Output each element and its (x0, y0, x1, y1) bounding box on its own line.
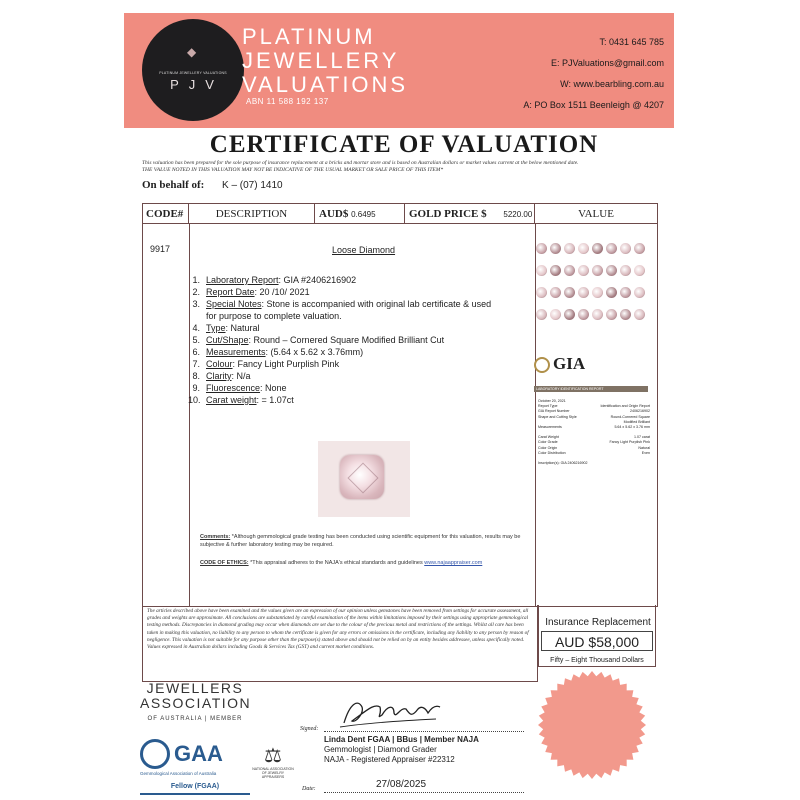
gem-swatch (606, 243, 617, 254)
behalf-label: On behalf of: (142, 179, 205, 191)
logo-initials: PJV (170, 77, 224, 92)
brand-line: PLATINUM (242, 24, 376, 49)
detail-item: 2. Report Date: 20 /10/ 2021 (192, 287, 310, 297)
aud-header: AUD$ 0.6495 (315, 204, 405, 224)
detail-item: 9. Fluorescence: None (192, 383, 287, 393)
postal-address: A: PO Box 1511 Beenleigh @ 4207 (523, 100, 664, 110)
gem-swatch (536, 287, 547, 298)
diamond-photo (318, 441, 410, 517)
gem-swatch (550, 265, 561, 276)
brand-line: JEWELLERY (242, 48, 400, 73)
code-header: CODE# (143, 204, 189, 224)
gia-report-bar: LABORATORY IDENTIFICATION REPORT (534, 386, 648, 392)
gem-swatch (634, 265, 645, 276)
gem-swatch (578, 265, 589, 276)
gem-swatch (634, 309, 645, 320)
gem-swatch (634, 243, 645, 254)
gia-report-row: GIA Report Number 2406216902 (538, 409, 650, 414)
detail-item: 8. Clarity: N/a (192, 371, 251, 381)
gia-report-row: Color Distribution Even (538, 450, 650, 455)
gem-swatch (564, 287, 575, 298)
signer-registration: NAJA - Registered Appraiser #22312 (324, 755, 455, 764)
gem-swatch (536, 265, 547, 276)
gem-swatch (536, 309, 547, 320)
detail-item: 1. Laboratory Report: GIA #2406216902 (192, 275, 357, 285)
signer-title: Gemmologist | Diamond Grader (324, 745, 437, 754)
signature-line (324, 731, 524, 732)
ja-member-label: OF AUSTRALIA | MEMBER (147, 716, 243, 722)
gia-report-row: October 20, 2021 (538, 399, 566, 403)
logo-tagline: PLATINUM JEWELLERY VALUATIONS (159, 71, 227, 75)
disclaimer-line: THE VALUE NOTED IN THIS VALUATION MAY NOT BE INDICATIVE OF THE USUAL MARKET OR SALE PRICE OF THIS ITEM* (142, 167, 444, 173)
valuation-disclaimer (142, 160, 662, 174)
signed-label: Signed: (300, 726, 319, 732)
gem-swatch (634, 287, 645, 298)
detail-item: 4. Type: Natural (192, 323, 260, 333)
detail-item: 6. Measurements: (5.64 x 5.62 x 3.76mm) (192, 347, 364, 357)
gem-swatch (606, 287, 617, 298)
behalf-value: K – (07) 1410 (222, 180, 283, 191)
certificate-page (124, 13, 676, 800)
gold-price-value: 5220.00 (503, 210, 533, 219)
item-title: Loose Diamond (332, 245, 396, 255)
abn-number: ABN 11 588 192 137 (246, 97, 329, 106)
gem-swatch (592, 309, 603, 320)
contact-details (523, 35, 664, 119)
jewellers-association-logo (140, 681, 250, 711)
brand-name (242, 25, 408, 97)
signer-name: Linda Dent FGAA | BBus | Member NAJA (324, 735, 479, 744)
gem-swatch (564, 309, 575, 320)
gia-report-summary (538, 399, 650, 466)
ethics-note: CODE OF ETHICS: *This appraisal adheres to the NAJA's ethical standards and guidelines www.najaappraiser.com (200, 560, 483, 566)
gia-report-row: Inscription(s): GIA 2406216902 (538, 461, 588, 466)
gem-swatch (564, 265, 575, 276)
item-details-list (188, 274, 518, 406)
fellow-label: Fellow (FGAA) (170, 783, 220, 790)
disclaimer-line: This valuation has been prepared for the sole purpose of insurance replacement at a bricks and mortar store and is based on Australian dollars or market values current at the below mentioned date. (142, 160, 579, 166)
signer-details (324, 735, 479, 765)
certificate-title: CERTIFICATE OF VALUATION (209, 131, 599, 158)
scales-icon: ⚖ (264, 745, 282, 767)
gem-swatch (606, 309, 617, 320)
gaa-full-name: Gemmological Association of Australia (140, 771, 217, 776)
gem-swatch (550, 309, 561, 320)
gem-swatch (620, 243, 631, 254)
gem-swatch (592, 243, 603, 254)
gem-swatch (550, 243, 561, 254)
gold-price-header: GOLD PRICE $ 5220.00 (405, 204, 535, 224)
gem-swatch-grid (534, 239, 650, 331)
ja-line: ASSOCIATION (140, 695, 252, 711)
email-address[interactable]: E: PJValuations@gmail.com (550, 58, 664, 68)
company-seal-icon (536, 669, 648, 781)
insurance-amount: AUD $58,000 (541, 631, 653, 651)
gem-swatch (536, 243, 547, 254)
website-link[interactable]: W: www.bearbling.com.au (560, 79, 664, 89)
gem-swatch (592, 287, 603, 298)
comments-note: Comments: *Although gemmological grade testing has been conducted using scientific equipment for this valuation, results may be subjective & further laboratory testing may be required. (200, 534, 521, 548)
value-header: VALUE (535, 204, 657, 224)
gia-report-row: Color Grade Fancy Light Purplish Pink (538, 440, 650, 445)
ja-line: JEWELLERS (146, 680, 244, 696)
description-header: DESCRIPTION (189, 204, 315, 224)
detail-item: 5. Cut/Shape: Round – Cornered Square Modified Brilliant Cut (192, 335, 445, 345)
detail-item: 7. Colour: Fancy Light Purplish Pink (192, 359, 340, 369)
gaa-text: GAA (174, 741, 223, 766)
gaa-emblem-icon (140, 739, 170, 769)
date-line (324, 792, 524, 793)
gem-swatch (578, 309, 589, 320)
detail-item: for purpose to complete valuation. (206, 311, 342, 321)
gia-report-row: Modified Brilliant (623, 419, 650, 424)
gem-swatch (606, 265, 617, 276)
gia-logo: GIA (534, 354, 585, 374)
header-banner (124, 13, 674, 128)
gem-swatch (620, 287, 631, 298)
aud-value: 0.6495 (351, 210, 376, 219)
detail-item: 3. Special Notes: Stone is accompanied with original lab certificate & used (192, 299, 492, 309)
gia-report-row: Report Type Identification and Origin Report (538, 404, 650, 409)
insurance-title: Insurance Replacement (545, 617, 651, 628)
gem-swatch (620, 265, 631, 276)
divider (140, 793, 250, 795)
signature-date: 27/08/2025 (376, 779, 427, 790)
pjv-logo (142, 19, 244, 121)
gem-swatch (578, 243, 589, 254)
phone-number[interactable]: T: 0431 645 785 (599, 37, 664, 47)
detail-item: 10. Carat weight: = 1.07ct (188, 395, 294, 405)
gem-swatch (564, 243, 575, 254)
najaa-name: NATIONAL ASSOCIATION OF JEWELRY APPRAISERS (252, 767, 294, 779)
gia-report-row: Carat Weight 1.07 carat (538, 435, 650, 440)
gia-seal-icon (534, 357, 550, 373)
insurance-amount-words: Fifty – Eight Thousand Dollars (550, 657, 644, 664)
gem-swatch (578, 287, 589, 298)
najaa-logo (252, 745, 294, 779)
naja-link[interactable]: www.najaappraiser.com (424, 560, 483, 566)
diamond-icon: ◆ (187, 45, 197, 59)
gem-swatch (592, 265, 603, 276)
gia-report-row: Measurements 5.64 x 5.62 x 3.76 mm (538, 425, 650, 430)
footer-disclaimer: The articles described above have been examined and the values given are an expression of our opinion unless gemstones have been removed from settings for accurate assessment, all grades and weights are approximate. All conclusions are substantiated by careful examination of the items within limitations imposed by their settings using appropriate gemmological testing methods. Discrepancies in diamond grading may occur when diamonds are set due to the colour of the precious metal and restrictions of the settings. Whilst all care has been taken in making this valuation, no liability to any person to whom the certificate is given for any errors or omissions in the certificate, including any liability to any person by reason of negligence. This valuation is not suitable for any purpose other than the purpose(s) stated above and should not be relied on by an entity besides addressee, unless specifically noted. Values expressed in Australian dollars including Goods & Services Tax (GST) and current market conditions. (142, 605, 538, 682)
gia-report-row: Color Origin Natural (538, 445, 650, 450)
date-label: Date: (302, 786, 316, 792)
brand-line: VALUATIONS (242, 72, 409, 97)
code-value: 9917 (150, 244, 171, 254)
gem-swatch (550, 287, 561, 298)
signature-image (336, 693, 446, 736)
gia-report-row: Shape and Cutting Style Round-Cornered Square (538, 414, 650, 419)
gem-swatch (620, 309, 631, 320)
